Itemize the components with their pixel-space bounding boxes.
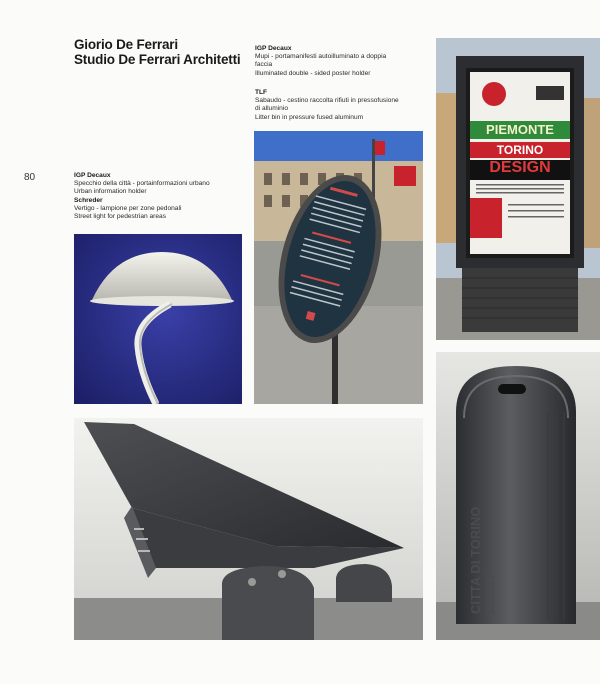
caption-company: IGP Decaux [255, 45, 292, 52]
photo-specchio-info-holder [254, 131, 423, 404]
photo-lestrusa-bench [74, 418, 423, 640]
title-studio: Studio De Ferrari Architetti [74, 52, 241, 67]
caption-line: di alluminio [255, 105, 288, 113]
poster-line-torino: TORINO [496, 143, 544, 157]
caption-line: Illuminated double - sided poster holder [255, 69, 371, 77]
caption-line: Litter bin in pressure fused aluminum [255, 113, 364, 121]
caption-line: Vertigo - lampione per zone pedonali [74, 204, 182, 212]
caption-line: Sabaudo - cestino raccolta rifiuti in pressofusione [255, 97, 399, 105]
bin-embossed-text [468, 474, 498, 614]
caption-line: faccia [255, 61, 273, 69]
caption-line: Street light for pedestrian areas [74, 213, 166, 221]
title-author: Giorio De Ferrari [74, 37, 178, 52]
photo-mupi-poster-holder [436, 38, 600, 340]
caption-company: Schreder [74, 196, 103, 204]
bin-text-line2: AMIAT [483, 573, 498, 614]
caption-line: Specchio della città - portainformazioni urbano [74, 180, 210, 188]
caption-line: Urban information holder [74, 188, 147, 196]
poster-line-piemonte: PIEMONTE [486, 122, 554, 137]
caption-tlf-sabaudo [255, 89, 430, 122]
page-title [74, 37, 254, 67]
poster-text [470, 121, 570, 179]
page-number: 80 [24, 172, 36, 183]
photo-sabaudo-litter-bin [436, 352, 600, 640]
caption-company: TLF [255, 89, 268, 96]
photo-vertigo-street-light [74, 234, 242, 404]
poster-line-design: DESIGN [489, 159, 551, 176]
caption-igp-decaux-specchio [74, 172, 244, 221]
caption-company: IGP Decaux [74, 172, 111, 179]
caption-line: Mupi - portamanifesti autoilluminato a doppia [255, 53, 387, 61]
caption-igp-decaux-mupi [255, 45, 430, 78]
bin-text-line1: CITTA DI TORINO [468, 506, 483, 614]
